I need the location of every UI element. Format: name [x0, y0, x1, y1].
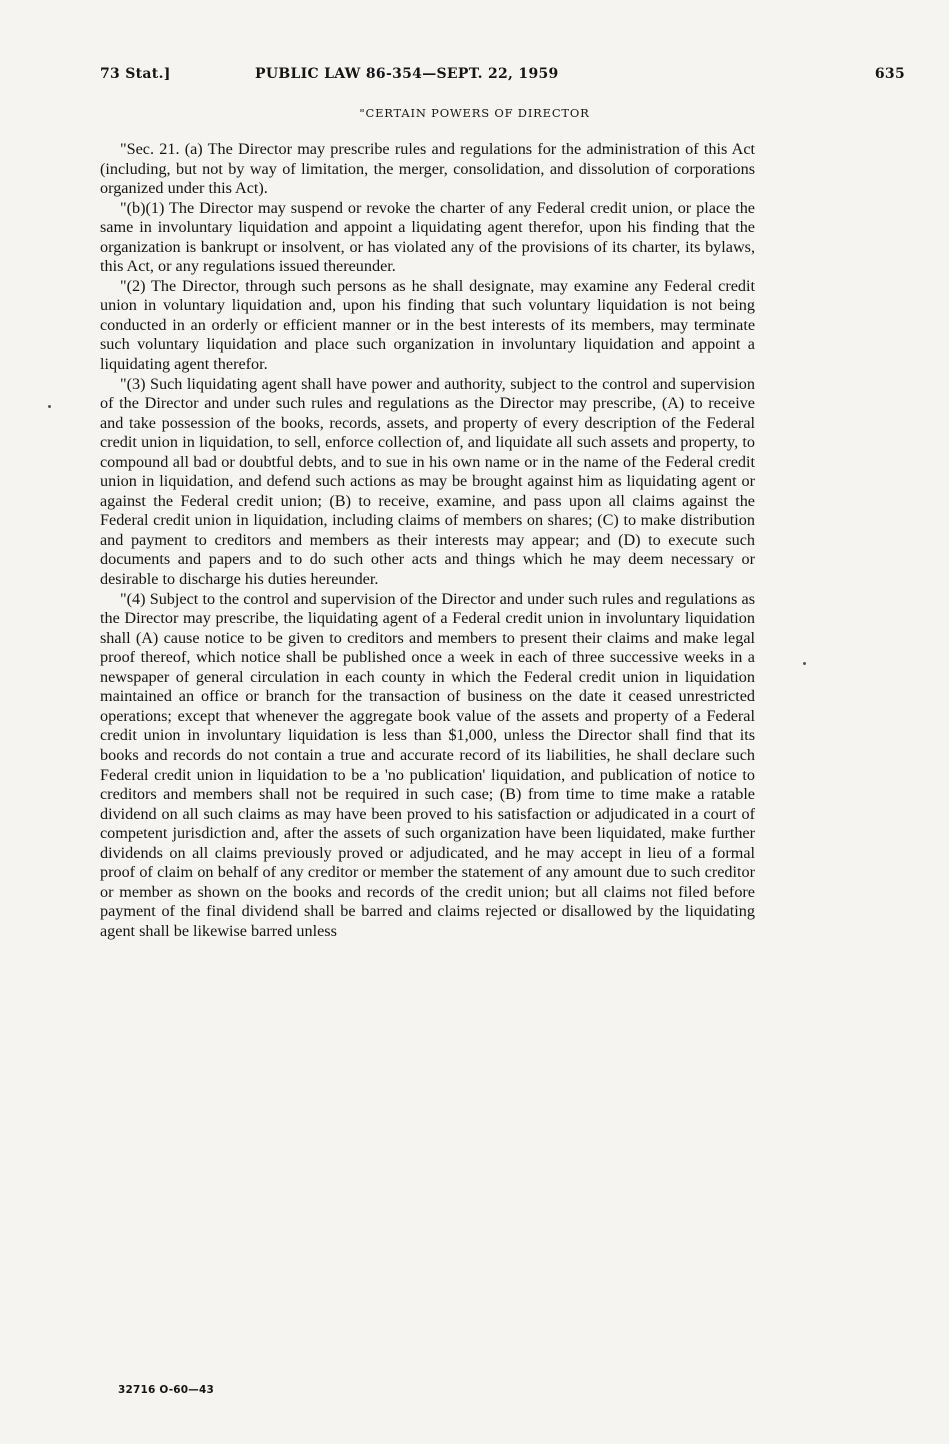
print-code: 32716 O-60—43 [118, 1384, 214, 1396]
running-header [100, 66, 905, 86]
page-number: 635 [874, 66, 905, 82]
scan-speck [48, 405, 51, 408]
paragraph-3: "(3) Such liquidating agent shall have power and authority, subject to the control and supervision of the Director and under such rules and regulations as the Director may prescribe, (A) to receive and take possession of the books, records, assets, and property of every description of the Federal credit union in liquidation, to sell, enforce collection of, and liquidate all such assets and property, to compound all bad or doubtful debts, and to sue in his own name or in the name of the Federal credit union in liquidation, and defend such actions as may be brought against him as liquidating agent or against the Federal credit union; (B) to receive, examine, and pass upon all claims against the Federal credit union in liquidation, including claims of members on shares; (C) to make distribution and payment to creditors and members as their interests may appear; and (D) to execute such documents and papers and to do such other acts and things which he may deem necessary or desirable to discharge his duties hereunder. [100, 374, 755, 589]
paragraph-b-1: "(b)(1) The Director may suspend or revoke the charter of any Federal credit union, or place the same in involuntary liquidation and appoint a liquidating agent therefor, upon his finding that the organization is bankrupt or insolvent, or has violated any of the provisions of its charter, its bylaws, this Act, or any regulations issued thereunder. [100, 198, 755, 276]
paragraph-4: "(4) Subject to the control and supervision of the Director and under such rules and regulations as the Director may prescribe, the liquidating agent of a Federal credit union in involuntary liquidation shall (A) cause notice to be given to creditors and members to present their claims and make legal proof thereof, which notice shall be published once a week in each of three successive weeks in a newspaper of general circulation in each county in which the Federal credit union in liquidation maintained an office or branch for the transaction of business on the date it ceased unrestricted operations; except that whenever the aggregate book value of the assets and property of a Federal credit union in involuntary liquidation is less than $1,000, unless the Director shall find that its books and records do not contain a true and accurate record of its liabilities, he shall declare such Federal credit union in liquidation to be a 'no publication' liquidation, and publication of notice to creditors and members shall not be required in such case; (B) from time to time make a ratable dividend on all such claims as may have been proved to his satisfaction or adjudicated in a court of competent jurisdiction and, after the assets of such organization have been liquidated, make further dividends on all claims previously proved or adjudicated, and he may accept in lieu of a formal proof of claim on behalf of any creditor or member the statement of any amount due to such creditor or member as shown on the books and records of the credit union; but all claims not filed before payment of the final dividend shall be barred and claims rejected or disallowed by the liquidating agent shall be likewise barred unless [100, 589, 755, 940]
law-title: PUBLIC LAW 86-354—SEPT. 22, 1959 [255, 66, 559, 82]
paragraph-sec-21-a: "Sec. 21. (a) The Director may prescribe rules and regulations for the administration of this Act (including, but not by way of limitation, the merger, consolidation, and dissolution of corporations organized under this Act). [100, 140, 755, 198]
paragraph-2: "(2) The Director, through such persons as he shall designate, may examine any Federal credit union in voluntary liquidation and, upon his finding that such voluntary liquidation is not being conducted in an orderly or efficient manner or in the best interests of its members, may terminate such voluntary liquidation and place such organization in involuntary liquidation and appoint a liquidating agent therefor. [100, 276, 755, 374]
section-title: "CERTAIN POWERS OF DIRECTOR [359, 106, 590, 120]
scan-speck [803, 662, 806, 665]
body-text [100, 140, 755, 941]
volume-reference: 73 Stat.] [100, 66, 171, 82]
